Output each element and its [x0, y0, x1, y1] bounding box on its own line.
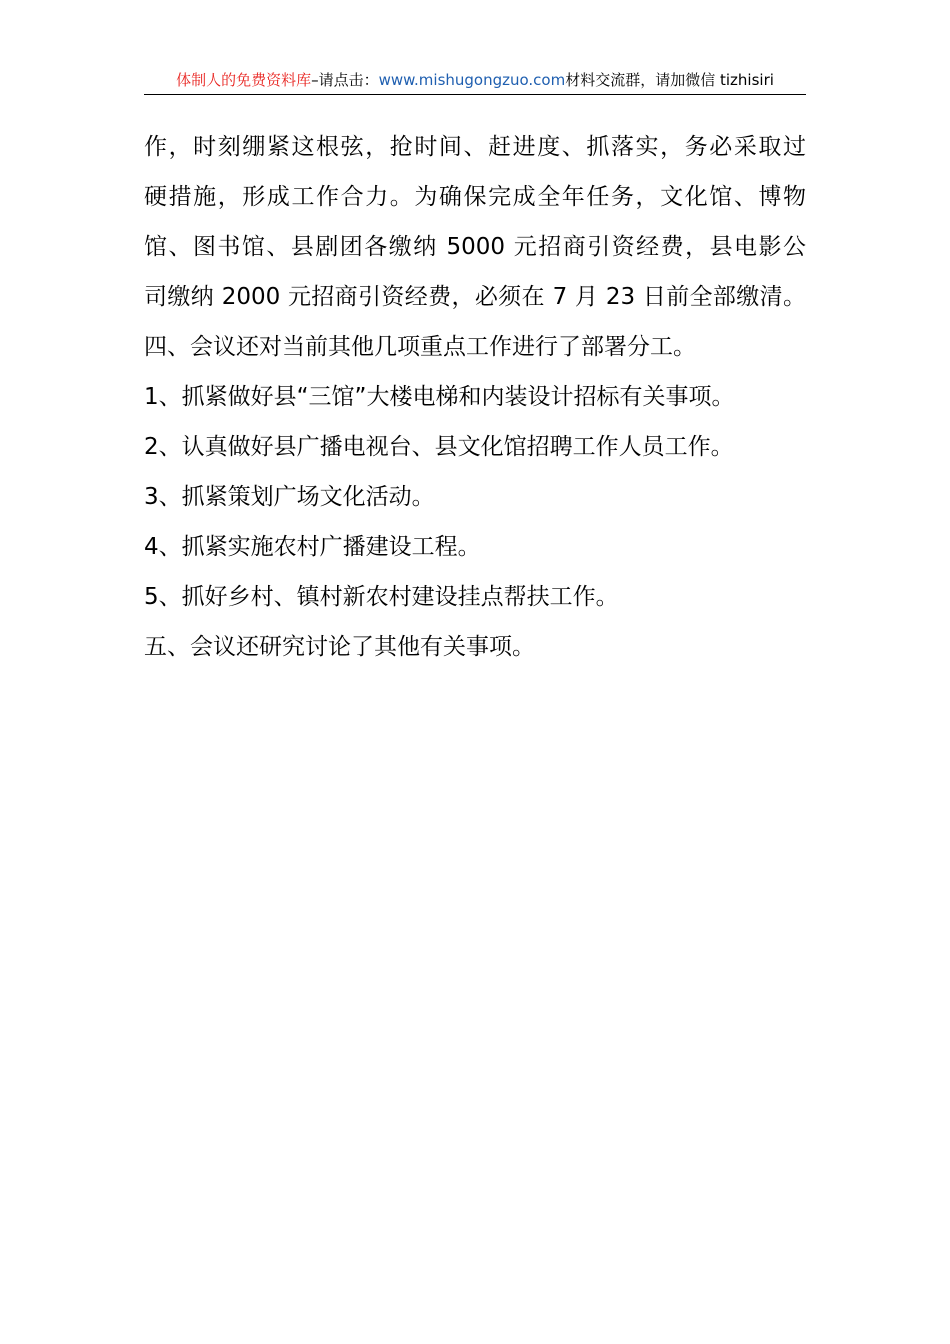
- list-item: 2、认真做好县广播电视台、县文化馆招聘工作人员工作。: [144, 434, 734, 460]
- section-heading: 五、会议还研究讨论了其他有关事项。: [144, 634, 535, 660]
- list-item: 4、抓紧实施农村广播建设工程。: [144, 534, 481, 560]
- header-url-link[interactable]: www.mishugongzuo.com: [378, 71, 566, 89]
- body-line: 司缴纳 2000 元招商引资经费，必须在 7 月 23 日前全部缴清。: [144, 284, 806, 310]
- page-header: [144, 68, 806, 95]
- section-heading: 四、会议还对当前其他几项重点工作进行了部署分工。: [144, 334, 696, 360]
- header-brand: 体制人的免费资料库: [176, 71, 312, 89]
- document-body: [144, 122, 824, 672]
- list-item: 5、抓好乡村、镇村新农村建设挂点帮扶工作。: [144, 584, 619, 610]
- body-line: 作，时刻绷紧这根弦，抢时间、赶进度、抓落实，务必采取过: [144, 134, 806, 160]
- list-item: 1、抓紧做好县“三馆”大楼电梯和内装设计招标有关事项。: [144, 384, 735, 410]
- body-line: 馆、图书馆、县剧团各缴纳 5000 元招商引资经费，县电影公: [144, 234, 806, 260]
- header-prompt: –请点击：: [311, 71, 379, 89]
- body-line: 硬措施，形成工作合力。为确保完成全年任务，文化馆、博物: [144, 184, 806, 210]
- header-suffix: 材料交流群，请加微信 tizhisiri: [565, 71, 774, 89]
- list-item: 3、抓紧策划广场文化活动。: [144, 484, 435, 510]
